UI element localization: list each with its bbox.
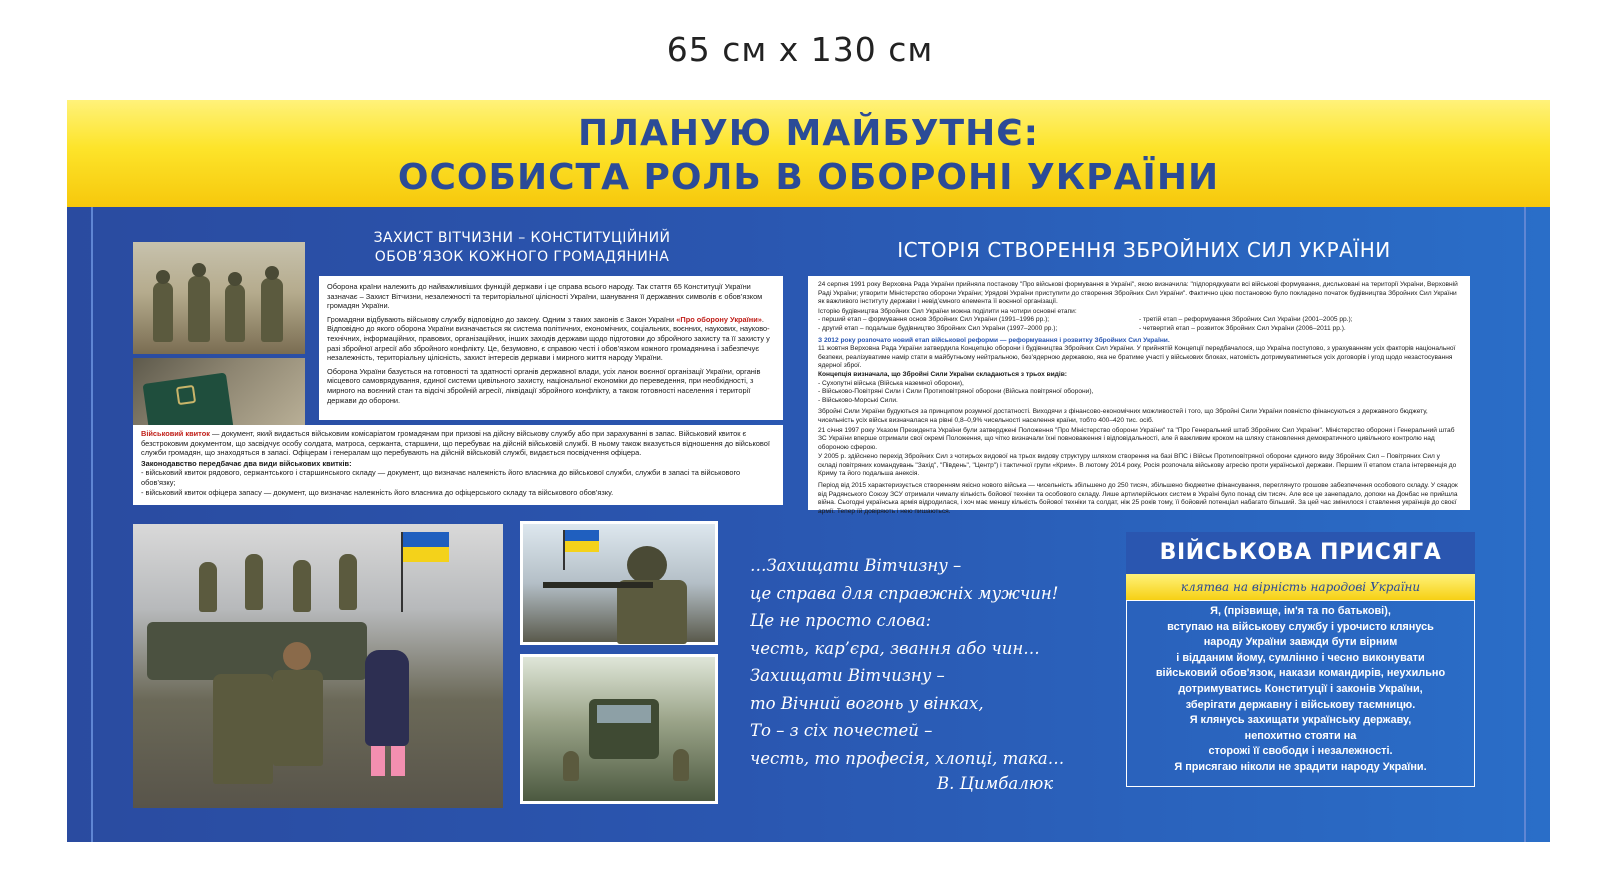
banner-title-line2: ОСОБИСТА РОЛЬ В ОБОРОНІ УКРАЇНИ xyxy=(397,157,1220,198)
banner-title-line1: ПЛАНУЮ МАЙБУТНЄ: xyxy=(577,113,1040,154)
history-stages-row-1: - перший етап – формування основ Збройних Сил України (1991–1996 рр.); - третій етап – реформування Збройних Сил України (2001–2005 рр.); xyxy=(818,316,1353,324)
history-paragraph-8: Період від 2015 характеризується створенням якісно нового війська — чисельність збільшено до 250 тисяч, збільшено бюджетне фінансування, переглянуто грошове забезпечення особового складу. У сяадок від Радянського Союзу ЗСУ отримали чималу кількість бойової техніки та особового складу. Лише артилерійських систем в Україні було понад сім тисяч. Але все це занепадало, допоки на Донбас не прийшла війна. Сьогодні українська армія відродилася, і хоч має меншу кількість бойової техніки та солдат, ніж 25 років тому, її бойовий потенціал набагато більший. За цей час змінилося і ставлення українців до своєї армії. Тепер їй довіряють і нею пишаються. xyxy=(818,482,1458,515)
oath-line: Я, (прізвище, ім'я та по батькові), xyxy=(1210,605,1391,617)
ukraine-flag-icon xyxy=(403,532,449,562)
ticket-paragraph-3: - військовий квиток рядового, сержантського і старшинського складу — документ, що визначає належність його власника до військової служби, служби в запасі та військового обов’язку; xyxy=(141,468,741,487)
poem-line: Захищати Вітчизну – xyxy=(750,666,945,685)
title-banner xyxy=(67,100,1550,207)
history-paragraph-3: 11 жовтня Верховна Рада України затвердила Концепцію оборони і будівництва Збройних Сил України. У прийнятій Концепції передбачалося, що Україна поступово, з урахуванням усіх факторів національної безпеки, реалізуватиме намір стати в майбутньому нейтральною, без’ядерною державою, яка не братиме участі у військових блоках, натомість дотримуватиметься усіх договорів і угод щодо незастосування ядерної зброї. xyxy=(818,345,1456,370)
oath-title: ВІЙСЬКОВА ПРИСЯГА xyxy=(1126,532,1475,574)
history-stages-row-2: - другий етап – подальше будівництво Збройних Сил України (1997–2000 рр.); - четвертий етап – розвиток Збройних Сил України (2006–2011 рр.). xyxy=(818,324,1346,332)
history-paragraph-4: Концепція визначала, що Збройні Сили України складаються з трьох видів: xyxy=(818,370,1067,378)
oath-subtitle: клятва на вірність народові України xyxy=(1126,574,1475,600)
defense-paragraph-3: Оборона України базується на готовності та здатності органів державної влади, усіх ланок воєнної організації України, органів місцевого самоврядування, єдиної системи цивільного захисту, національної економіки до переведення, при необхідності, з мирного на воєнний стан та відсічі збройній агресії, ліквідації збройного конфлікту, а також готовності населення і території держави до оборони. xyxy=(327,366,761,405)
poem-line: …Захищати Вітчизну – xyxy=(750,556,962,575)
poem-line: то Вічний вогонь у вінках, xyxy=(750,693,984,713)
oath-line: військовий обов'язок, накази командирів, неухильно xyxy=(1155,667,1446,680)
poem xyxy=(750,552,1065,772)
history-paragraph-1: 24 серпня 1991 року Верховна Рада України прийняла постанову "Про військові формування в Україні", якою визначила: "підпорядкувати всі військові формування, дисльковані на території України, Верховній Раді України; утворити Міністерство оборони України; Урядові України приступити до створення Збройних Сил України". Фактично цією постановою було покладено початок будівництва Збройних Сил України як важливого інституту держави і невід’ємного елемента її воєнної організації. xyxy=(818,281,1458,306)
size-label: 65 см х 130 см xyxy=(666,30,934,69)
oath-line: зберігати державну і військову таємницю. xyxy=(1185,698,1416,711)
law-link-text: «Про оборону України» xyxy=(676,314,762,324)
oath-line: вступаю на військову службу і урочисто клянусь xyxy=(1167,620,1434,633)
oath-line: сторожі її свободи і незалежності. xyxy=(1208,745,1393,758)
oath-text xyxy=(1126,600,1475,787)
poem-line: честь, то професія, хлопці, така… xyxy=(750,748,1065,768)
history-paragraph-5: Збройні Сили України будуються за принципом розумної достатності. Виходячи з фінансово-економічних можливостей і того, що Збройні Сили України повністю фінансуються з державного бюджету, чисельність усіх військ визначалася на рівні 0,8–0,9% чисельності населення країни, тобто 400–420 тис. осіб. xyxy=(818,408,1428,424)
poem-line: То – з сіх почестей – xyxy=(750,721,933,740)
history-text-box xyxy=(808,276,1470,515)
soldiers-with-child-photo xyxy=(133,524,503,808)
oath-line: дотримуватись Конституції і законів України, xyxy=(1178,682,1423,695)
ukraine-flag-small-icon xyxy=(565,530,599,552)
ticket-paragraph-4: - військовий квиток офіцера запасу — документ, що визначає належність його власника до офіцерського складу та військового обов’язку. xyxy=(141,487,614,497)
history-kind-2: - Військово-Повітряні Сили і Сили Протиповітряної оборони (Війська повітряної оборони), xyxy=(818,388,1094,396)
sniper-photo xyxy=(520,521,718,645)
armored-vehicle-photo xyxy=(520,654,718,804)
ticket-term: Військовий квиток xyxy=(141,429,210,438)
defense-text-box xyxy=(319,276,783,420)
history-paragraph-2: Історію будівництва Збройних Сил України можна поділити на чотири основні етапи: xyxy=(818,307,1077,315)
defense-section-title: ЗАХИСТ ВІТЧИЗНИ – КОНСТИТУЦІЙНИЙ ОБОВ’ЯЗОК КОЖНОГО ГРОМАДЯНИНА xyxy=(373,230,671,265)
history-kind-1: - Сухопутні війська (Війська наземної оборони), xyxy=(818,379,964,387)
poem-line: Це не просто слова: xyxy=(750,611,932,630)
poem-line: це справа для справжніх мужчин! xyxy=(750,583,1059,603)
history-paragraph-7: У 2005 р. здійснено перехід Збройних Сил з чотирьох видової на трьох видову структуру шляхом створення на базі ВПС і Військ Протиповітряної оборони єдиного виду Збройних Сил – Повітряних Сил у складі повітряних командувань "Захід", "Південь", "Центр") і тактичної групи «Крим». В лютому 2014 року, Росія розпочала військову агресію проти української держави. Першим її етапом стала інтервенція до Криму та його подальша анексія. xyxy=(818,453,1457,478)
oath-line: непохитно стояти на xyxy=(1244,729,1357,742)
poster xyxy=(67,100,1550,842)
reform-heading: З 2012 року розпочато новий етап військової реформи — реформування і розвитку Збройних Сил України. xyxy=(818,336,1170,344)
history-section-title: ІСТОРІЯ СТВОРЕННЯ ЗБРОЙНИХ СИЛ УКРАЇНИ xyxy=(897,238,1391,262)
soldiers-group-photo xyxy=(133,242,305,354)
oath-line: народу України завжди бути вірним xyxy=(1203,636,1398,649)
poem-line: честь, кар’єра, звання або чин… xyxy=(750,638,1040,658)
history-paragraph-6: 21 січня 1997 року Указом Президента України були затверджені Положення "Про Міністерство оборони України" та "Про Генеральний штаб Збройних Сил України". Міністерство оборони і Генеральний штаб ЗС України вперше отримали свої окремі Положення, що чітко визначали їхні повноваження і відповідальності, але й важливим кроком на шляху становлення демократичного цивільного контролю над обороною сферою. xyxy=(818,426,1455,451)
defense-paragraph-2: Громадяни відбувають військову службу відповідно до закону. Одним з таких законів є Закон України «Про оборону України». Відповідно до якого оборона України визначається як система політичних, економічних, соціальних, воєнних, наукових, науково-технічних, інформаційних, правових, організаційних, інших заходів держави щодо підготовки до збройного захисту та її захисту у разі збройної агресії або збройного конфлікту. Це, безумовно, є справою честі і обов’язком кожного громадянина і забезпечує незалежність, територіальну цілісність, захист інтересів держави і мирного життя народу України. xyxy=(327,314,770,363)
history-kind-3: - Військово-Морські Сили. xyxy=(818,396,898,404)
poem-author: В. Цимбалюк xyxy=(937,774,1054,793)
oath-line: Я клянусь захищати українську державу, xyxy=(1189,714,1412,727)
ticket-paragraph-1: Військовий квиток — документ, який видається військовим комісаріатом громадянам при призові на дійсну військову службу або при зарахуванні в запас. Військовий квиток є безстроковим документом, що засвідчує особу солдата, матроса, сержанта, старшини, що перебуває на дійсній військовій службі. В ньому також вказується відношення до військової служби громадян, що знаходяться в запасі. Офіцерам і генералам що перебувають на дійсній військовій службі, видається посвідчення офіцера. xyxy=(141,429,770,458)
military-ticket-text-box xyxy=(133,425,783,505)
ticket-paragraph-2: Законодавство передбачає два види військових квитків: xyxy=(141,458,352,468)
defense-paragraph-1: Оборона країни належить до найважливіших функцій держави і це справа всього народу. Так стаття 65 Конституції України зазначає – Захист Вітчизни, незалежності та територіальної цілісності України, шанування її державних символів є обов’язком громадян України. xyxy=(327,282,763,311)
oath-line: Я присягаю ніколи не зрадити народу України. xyxy=(1174,760,1427,773)
oath-line: і відданим йому, сумлінно і чесно виконувати xyxy=(1176,651,1425,664)
